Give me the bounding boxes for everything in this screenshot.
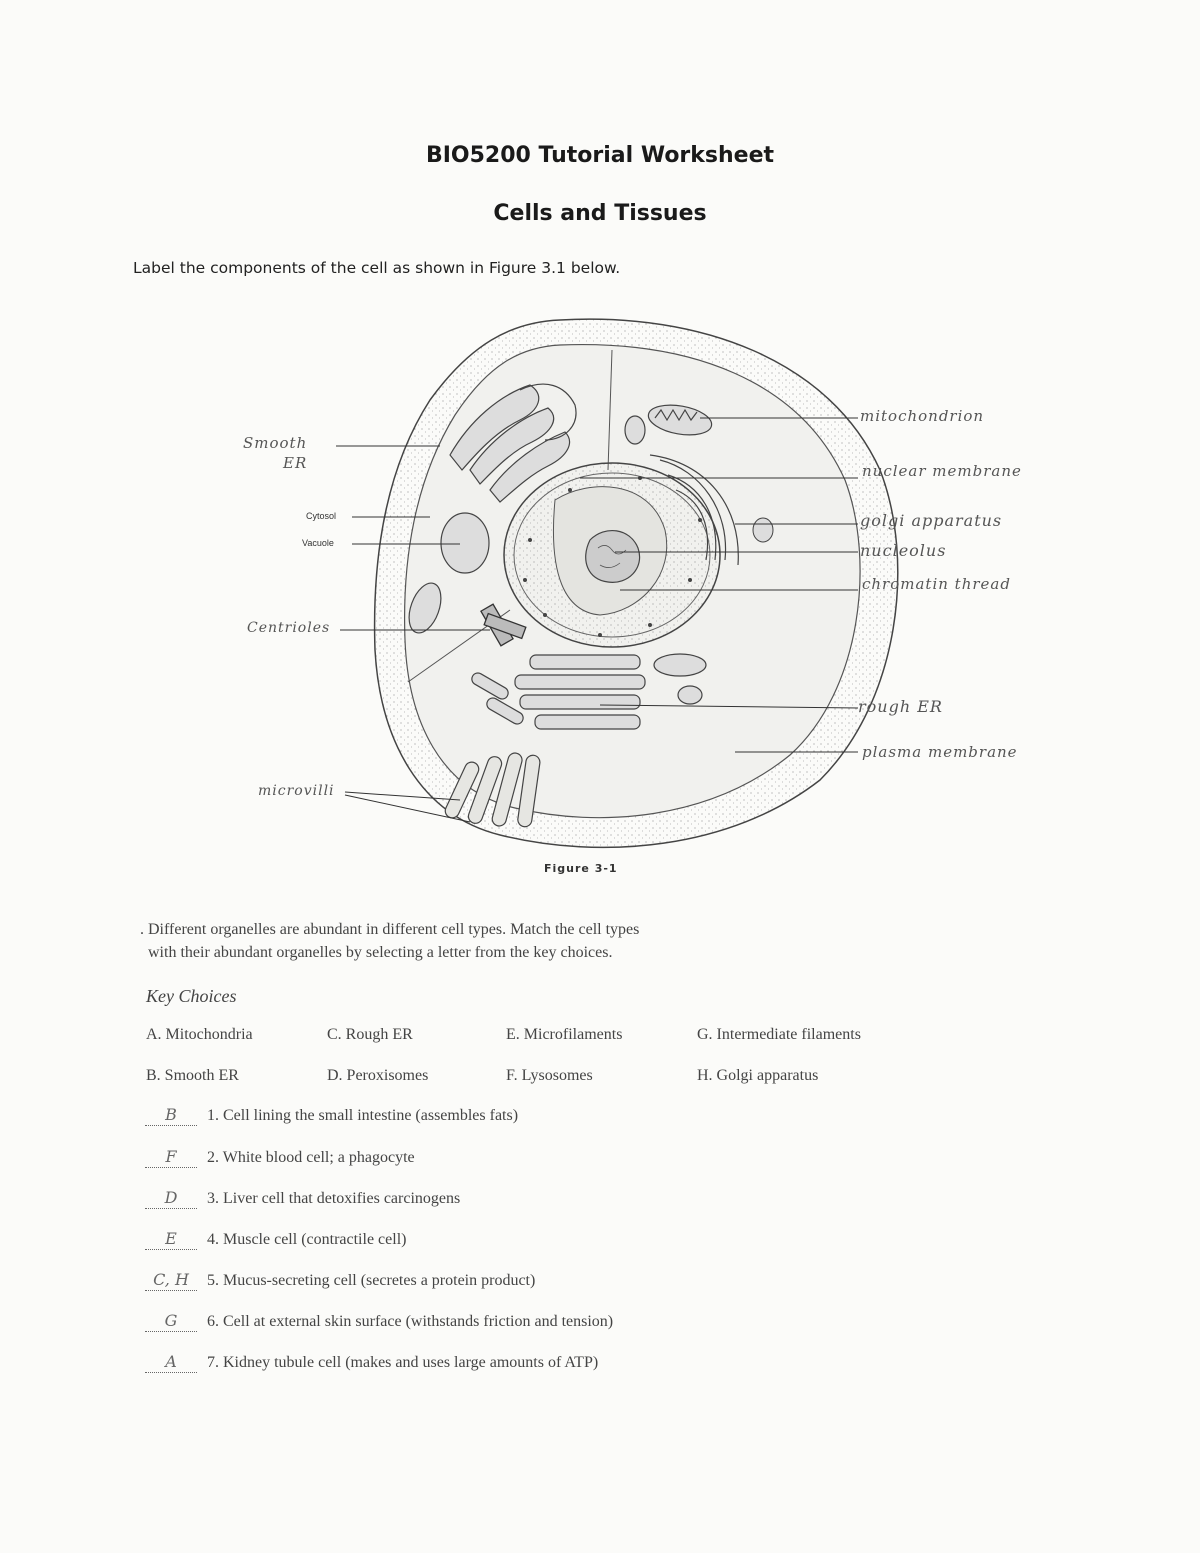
key-choice-b: B. Smooth ER [146, 1067, 239, 1084]
question-row [145, 1229, 406, 1250]
instruction-text: Label the components of the cell as shown in Figure 3.1 below. [133, 259, 621, 277]
nucleolus-shape [586, 531, 640, 583]
label-centrioles: Centrioles [247, 620, 331, 636]
question-text: 6. Cell at external skin surface (withstands friction and tension) [207, 1313, 614, 1330]
answer-field[interactable]: D [145, 1188, 197, 1209]
question-text: 5. Mucus-secreting cell (secretes a protein product) [207, 1272, 536, 1289]
key-choice-d: D. Peroxisomes [327, 1067, 429, 1084]
matching-intro-line2: with their abundant organelles by selecting a letter from the key choices. [148, 944, 613, 961]
label-smooth-er-line2: ER [283, 454, 308, 472]
question-row [145, 1105, 518, 1126]
question-text: 7. Kidney tubule cell (makes and uses large amounts of ATP) [207, 1354, 599, 1371]
matching-intro-line1: . Different organelles are abundant in different cell types. Match the cell types [140, 921, 640, 938]
question-row [145, 1311, 613, 1332]
page-subtitle: Cells and Tissues [493, 201, 707, 226]
label-mitochondrion: mitochondrion [860, 407, 985, 425]
label-chromatin-thread: chromatin thread [862, 575, 1011, 593]
key-choice-f: F. Lysosomes [506, 1067, 593, 1084]
label-rough-er: rough ER [858, 697, 943, 716]
answer-field[interactable]: E [145, 1229, 197, 1250]
key-choice-h: H. Golgi apparatus [697, 1067, 819, 1084]
question-row [145, 1147, 415, 1168]
key-choice-c: C. Rough ER [327, 1026, 413, 1043]
label-nuclear-membrane: nuclear membrane [862, 462, 1022, 480]
label-golgi-apparatus: golgi apparatus [860, 511, 1003, 530]
label-vacuole: Vacuole [302, 538, 334, 548]
label-smooth-er-line1: Smooth [243, 434, 308, 452]
answer-field[interactable]: A [145, 1352, 197, 1373]
figure-caption: Figure 3-1 [544, 862, 618, 875]
page-title: BIO5200 Tutorial Worksheet [425, 143, 775, 168]
question-row [145, 1352, 598, 1373]
key-choices-heading: Key Choices [146, 986, 237, 1006]
vacuole-shape [441, 513, 489, 573]
label-microvilli: microvilli [258, 783, 335, 799]
key-choice-a: A. Mitochondria [146, 1026, 253, 1043]
answer-field[interactable]: C, H [145, 1270, 197, 1291]
question-text: 2. White blood cell; a phagocyte [207, 1149, 415, 1166]
key-choice-g: G. Intermediate filaments [697, 1026, 861, 1043]
label-plasma-membrane: plasma membrane [862, 743, 1018, 761]
question-text: 1. Cell lining the small intestine (assembles fats) [207, 1107, 519, 1124]
question-text: 4. Muscle cell (contractile cell) [207, 1231, 407, 1248]
question-text: 3. Liver cell that detoxifies carcinogens [207, 1190, 461, 1207]
key-choice-e: E. Microfilaments [506, 1026, 623, 1043]
question-row [145, 1270, 535, 1291]
answer-field[interactable]: G [145, 1311, 197, 1332]
label-nucleolus: nucleolus [860, 541, 947, 560]
answer-field[interactable]: B [145, 1105, 197, 1126]
label-cytosol: Cytosol [306, 511, 337, 521]
question-row [145, 1188, 460, 1209]
answer-field[interactable]: F [145, 1147, 197, 1168]
